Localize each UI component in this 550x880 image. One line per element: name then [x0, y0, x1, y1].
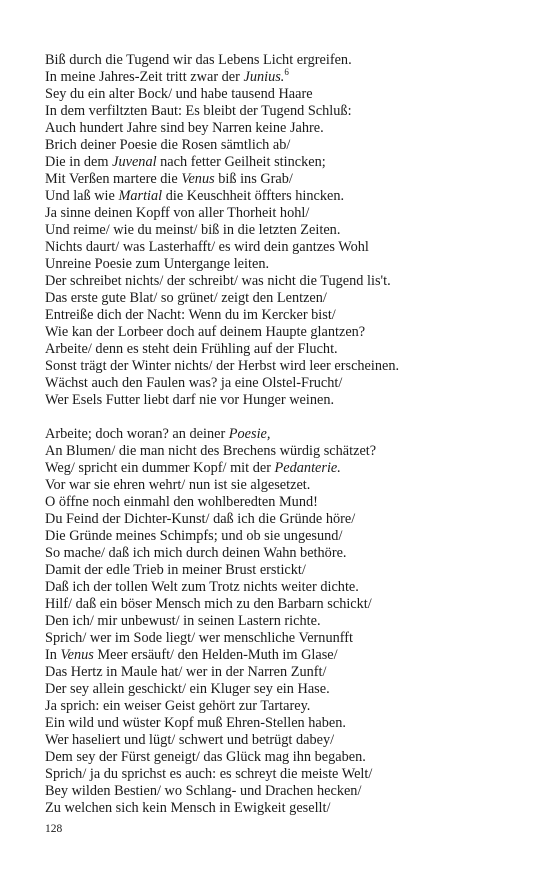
poem-line	[45, 528, 515, 545]
poem-line	[45, 511, 515, 528]
line-text: An Blumen/ die man nicht des Brechens würdig schätzet?	[45, 443, 377, 459]
line-text: Auch hundert Jahre sind bey Narren keine Jahre.	[45, 120, 324, 136]
poem-line	[45, 664, 515, 681]
line-text: Arbeite/ denn es steht dein Frühling auf der Flucht.	[45, 341, 338, 357]
line-text: Wer haseliert und lügt/ schwert und betrügt dabey/	[45, 732, 335, 748]
line-text: In dem verfiltzten Baut: Es bleibt der Tugend Schluß:	[45, 103, 352, 119]
poem-line	[45, 647, 515, 664]
poem-line	[45, 715, 515, 732]
line-text: Unreine Poesie zum Untergange leiten.	[45, 256, 270, 272]
poem-line	[45, 188, 515, 205]
poem-line	[45, 52, 515, 69]
poem-line	[45, 562, 515, 579]
line-text: Die in dem	[45, 154, 113, 170]
poem-line	[45, 137, 515, 154]
line-text: Sprich/ wer im Sode liegt/ wer menschliche Vernunfft	[45, 630, 353, 646]
poem-line	[45, 426, 515, 443]
poem-line	[45, 477, 515, 494]
poem-line	[45, 205, 515, 222]
line-text: Das erste gute Blat/ so grünet/ zeigt den Lentzen/	[45, 290, 327, 306]
line-text: Dem sey der Fürst geneigt/ das Glück mag ihn begaben.	[45, 749, 366, 765]
line-text: Brich deiner Poesie die Rosen sämtlich ab/	[45, 137, 291, 153]
line-text: Sprich/ ja du sprichst es auch: es schreyt die meiste Welt/	[45, 766, 373, 782]
line-text: Du Feind der Dichter-Kunst/ daß ich die Gründe höre/	[45, 511, 356, 527]
poem-line	[45, 630, 515, 647]
line-text: Wer Esels Futter liebt darf nie vor Hunger weinen.	[45, 392, 335, 408]
poem-line	[45, 86, 515, 103]
italic-name: Venus	[181, 171, 215, 187]
line-text: Biß durch die Tugend wir das Lebens Licht ergreifen.	[45, 52, 352, 68]
line-text: Zu welchen sich kein Mensch in Ewigkeit gesellt/	[45, 800, 331, 816]
poem-line	[45, 171, 515, 188]
poem-line	[45, 154, 515, 171]
poem-line	[45, 307, 515, 324]
line-text: Der sey allein geschickt/ ein Kluger sey ein Hase.	[45, 681, 330, 697]
line-text: Entreiße dich der Nacht: Wenn du im Kercker bist/	[45, 307, 336, 323]
poem-line	[45, 783, 515, 800]
footnote-marker: 6	[284, 67, 289, 77]
line-text: Damit der edle Trieb in meiner Brust erstickt/	[45, 562, 306, 578]
line-text: Vor war sie ehren wehrt/ nun ist sie algesetzet.	[45, 477, 311, 493]
italic-name: Juvenal	[112, 154, 157, 170]
line-text: Meer ersäuft/ den Helden-Muth im Glase/	[93, 647, 338, 663]
line-text: Sey du ein alter Bock/ und habe tausend Haare	[45, 86, 313, 102]
poem-line	[45, 341, 515, 358]
poem-text	[45, 52, 515, 817]
poem-line	[45, 545, 515, 562]
poem-line	[45, 579, 515, 596]
line-text: So mache/ daß ich mich durch deinen Wahn bethöre.	[45, 545, 347, 561]
poem-line	[45, 800, 515, 817]
line-text: die Keuschheit öffters hincken.	[162, 188, 345, 204]
line-text: biß ins Grab/	[214, 171, 293, 187]
italic-name: Pedanterie.	[274, 460, 341, 476]
poem-line	[45, 613, 515, 630]
poem-line	[45, 392, 515, 409]
line-text: Und laß wie	[45, 188, 119, 204]
poem-line	[45, 324, 515, 341]
stanza-1	[45, 52, 515, 409]
italic-name: Junius.	[243, 69, 285, 85]
line-text: nach fetter Geilheit stincken;	[156, 154, 326, 170]
poem-line	[45, 766, 515, 783]
poem-line	[45, 69, 515, 86]
poem-line	[45, 375, 515, 392]
poem-line	[45, 494, 515, 511]
line-text: Ein wild und wüster Kopf muß Ehren-Stellen haben.	[45, 715, 346, 731]
line-text: Daß ich der tollen Welt zum Trotz nichts weiter dichte.	[45, 579, 359, 595]
poem-line	[45, 290, 515, 307]
line-text: Wie kan der Lorbeer doch auf deinem Haupte glantzen?	[45, 324, 366, 340]
line-text: Das Hertz in Maule hat/ wer in der Narren Zunft/	[45, 664, 327, 680]
line-text: Und reime/ wie du meinst/ biß in die letzten Zeiten.	[45, 222, 341, 238]
line-text: Wächst auch den Faulen was? ja eine Olstel-Frucht/	[45, 375, 343, 391]
italic-name: Poesie,	[228, 426, 271, 442]
page-number: 128	[45, 823, 63, 835]
line-text: Mit Verßen martere die	[45, 171, 182, 187]
poem-line	[45, 732, 515, 749]
poem-line	[45, 239, 515, 256]
italic-name: Venus	[60, 647, 94, 663]
poem-line	[45, 443, 515, 460]
line-text: In	[45, 647, 61, 663]
italic-name: Martial	[118, 188, 163, 204]
line-text: Nichts daurt/ was Lasterhafft/ es wird dein gantzes Wohl	[45, 239, 369, 255]
poem-line	[45, 273, 515, 290]
line-text: Die Gründe meines Schimpfs; und ob sie ungesund/	[45, 528, 343, 544]
line-text: Ja sinne deinen Kopff von aller Thorheit hohl/	[45, 205, 310, 221]
poem-line	[45, 103, 515, 120]
line-text: Der schreibet nichts/ der schreibt/ was nicht die Tugend lis't.	[45, 273, 391, 289]
line-text: Weg/ spricht ein dummer Kopf/ mit der	[45, 460, 275, 476]
poem-line	[45, 120, 515, 137]
poem-line	[45, 681, 515, 698]
line-text: O öffne noch einmahl den wohlberedten Mund!	[45, 494, 318, 510]
poem-line	[45, 749, 515, 766]
line-text: Den ich/ mir unbewust/ in seinen Lastern richte.	[45, 613, 321, 629]
poem-line	[45, 222, 515, 239]
line-text: Ja sprich: ein weiser Geist gehört zur Tartarey.	[45, 698, 311, 714]
line-text: Bey wilden Bestien/ wo Schlang- und Drachen hecken/	[45, 783, 362, 799]
poem-line	[45, 698, 515, 715]
line-text: Arbeite; doch woran? an deiner	[45, 426, 229, 442]
poem-line	[45, 460, 515, 477]
stanza-2	[45, 426, 515, 817]
poem-line	[45, 256, 515, 273]
line-text: Hilf/ daß ein böser Mensch mich zu den Barbarn schickt/	[45, 596, 372, 612]
poem-line	[45, 596, 515, 613]
line-text: Sonst trägt der Winter nichts/ der Herbst wird leer erscheinen.	[45, 358, 400, 374]
line-text: In meine Jahres-Zeit tritt zwar der	[45, 69, 244, 85]
poem-line	[45, 358, 515, 375]
